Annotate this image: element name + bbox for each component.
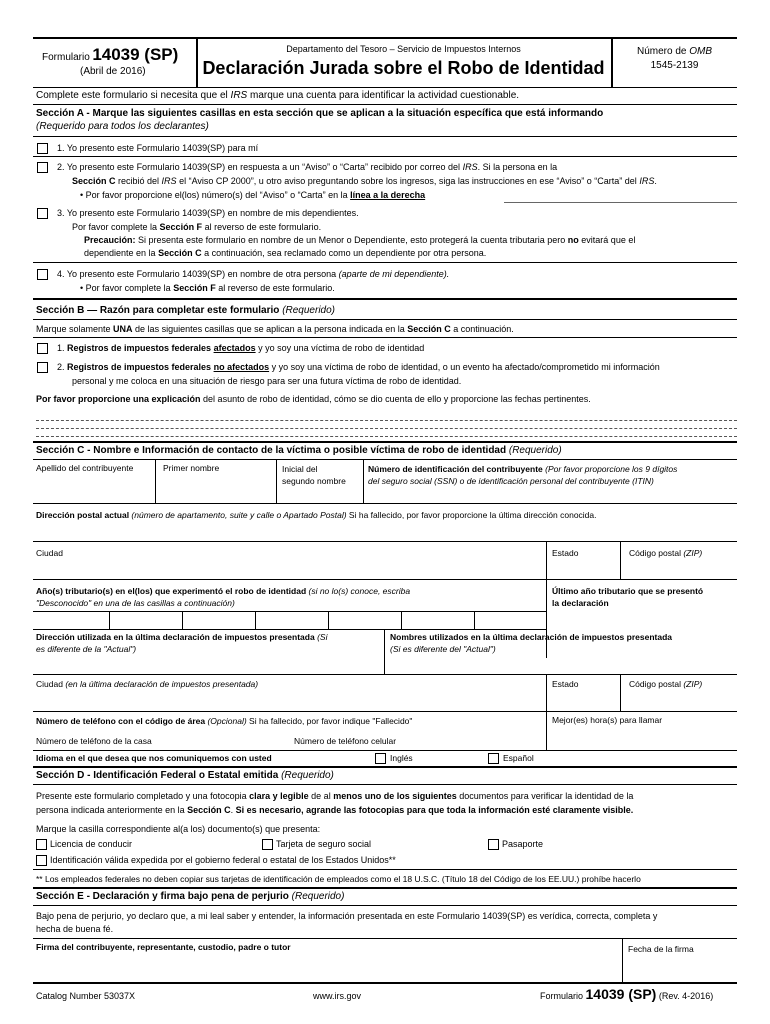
page-title: Declaración Jurada sobre el Robo de Identidad (202, 58, 605, 78)
tax-year-box[interactable] (475, 612, 546, 628)
tax-year-box[interactable] (329, 612, 400, 628)
last-city-label: Ciudad (en la última declaración de impuestos presentada) (36, 679, 259, 689)
last-city-field[interactable] (34, 693, 544, 709)
english-checkbox[interactable] (375, 753, 386, 764)
last-name-field[interactable] (34, 488, 154, 502)
last-name-label: Apellido del contribuyente (36, 463, 134, 473)
omb-number: 1545-2139 (650, 60, 699, 71)
last-zip-field[interactable] (622, 693, 736, 709)
section-d-mark-label: Marque la casilla correspondiente al(a los) documento(s) que presenta: (36, 824, 321, 834)
last-state-label: Estado (552, 679, 579, 689)
last-year-filed-field[interactable] (548, 612, 736, 628)
section-d-footnote: ** Los empleados federales no deben copiar sus tarjetas de identificación de empleados como el 18 U.S.C. (Título 18 del Código de los EE.UU.) prohíbe hacerlo (36, 874, 641, 884)
sign-date-field[interactable] (624, 956, 736, 981)
section-b-explanation-label: Por favor proporcione una explicación del asunto de robo de identidad, cómo se dio cuenta de ello y proporcione las fechas pertinentes. (36, 394, 591, 404)
section-a-item-4: 4. Yo presento este Formulario 14039(SP) en nombre de otra persona (aparte de mi dependiente). (57, 269, 450, 279)
explanation-line-3[interactable] (36, 436, 737, 437)
home-phone-field[interactable] (180, 734, 290, 748)
section-a-caution: Precaución: Si presenta este formulario en nombre de un Menor o Dependiente, esto protegerá la cuenta tributaria pero no evitará que el (84, 235, 636, 245)
names-used-field[interactable] (386, 657, 736, 673)
section-a-title: Sección A - Marque las siguientes casillas en esta sección que se aplican a la situación específica que está informando (36, 108, 604, 119)
form-number: 14039 (SP) (92, 45, 179, 64)
explanation-line-2[interactable] (36, 428, 737, 429)
section-e-declaration: Bajo pena de perjurio, yo declaro que, a mi leal saber y entender, la información presentada en este Formulario 14039(SP) es verídica, correcta, completa y hecha de buena fé. (36, 911, 658, 934)
phone-label: Número de teléfono con el código de área (Opcional) Si ha fallecido, por favor indique "Fallecido" (36, 716, 413, 726)
section-a-checkbox-2[interactable] (37, 162, 48, 173)
first-name-label: Primer nombre (163, 463, 220, 473)
section-a-item-1: 1. Yo presento este Formulario 14039(SP) para mí (57, 143, 259, 153)
ss-card-label: Tarjeta de seguro social (276, 839, 372, 849)
form-date: (Abril de 2016) (80, 66, 146, 77)
tax-year-box[interactable] (34, 612, 108, 628)
section-a-item-3: 3. Yo presento este Formulario 14039(SP) en nombre de mis dependientes. (57, 208, 359, 218)
section-a-item-2-line-2: Sección C recibió del IRS el “Aviso CP 2000”, u otro aviso preguntando sobre los ingresos, siga las instrucciones en ese “Aviso” o “Carta” del IRS. (72, 176, 657, 186)
city-label: Ciudad (36, 548, 63, 558)
address-label: Dirección postal actual (número de apartamento, suite y calle o Apartado Postal) Si ha fallecido, por favor proporcione la última dirección conocida. (36, 510, 597, 520)
section-d-title: Sección D - Identificación Federal o Estatal emitida (Requerido) (36, 770, 334, 781)
section-a-checkbox-1[interactable] (37, 143, 48, 154)
middle-initial-field[interactable] (277, 488, 362, 502)
valid-id-label: Identificación válida expedida por el gobierno federal o estatal de los Estados Unidos** (50, 855, 396, 865)
spanish-checkbox[interactable] (488, 753, 499, 764)
license-checkbox[interactable] (36, 839, 47, 850)
passport-label: Pasaporte (502, 839, 544, 849)
last-state-field[interactable] (548, 693, 618, 709)
section-b-title: Sección B — Razón para completar este formulario (Requerido) (36, 305, 335, 316)
tax-year-box[interactable] (402, 612, 473, 628)
cell-phone-field[interactable] (420, 734, 544, 748)
signature-label: Firma del contribuyente, representante, custodio, padre o tutor (36, 942, 291, 952)
english-label: Inglés (390, 753, 413, 763)
section-b-item-2: 2. Registros de impuestos federales no afectados y yo soy una víctima de robo de identidad, o un evento ha afectado/comprometido mi información (57, 362, 660, 372)
section-b-item-1: 1. Registros de impuestos federales afectados y yo soy una víctima de robo de identidad (57, 343, 425, 353)
section-b-checkbox-1[interactable] (37, 343, 48, 354)
section-a-checkbox-3[interactable] (37, 208, 48, 219)
notice-number-line[interactable] (504, 202, 737, 203)
section-a-item-3-line-2: Por favor complete la Sección F al reverso de este formulario. (72, 222, 322, 232)
section-a-item-4-line-2: • Por favor complete la Sección F al reverso de este formulario. (80, 283, 335, 293)
section-c-title: Sección C - Nombre e Información de contacto de la víctima o posible víctima de robo de identidad (Requerido) (36, 445, 562, 456)
names-used-label: Nombres utilizados en la última declaración de impuestos presentada (Si es diferente del "Actual") (390, 632, 672, 654)
section-a-checkbox-4[interactable] (37, 269, 48, 280)
intro-text: Complete este formulario si necesita que el IRS marque una cuenta para identificar la actividad cuestionable. (36, 90, 520, 101)
tax-year-box[interactable] (110, 612, 181, 628)
section-b-instructions: Marque solamente UNA de las siguientes casillas que se aplican a la persona indicada en la Sección C a continuación. (36, 324, 514, 334)
section-b-item-2-line-2: personal y me coloca en una situación de riesgo para ser una futura víctima de robo de identidad. (72, 376, 462, 386)
section-d-paragraph: Presente este formulario completado y una fotocopia clara y legible de al menos uno de los siguientes documentos para verificar la identidad de la persona indicada anteriormente en la Sección C. Si es necesario, agrande las fotocopias para que toda la información esté claramente visible. (36, 791, 634, 815)
tin-field[interactable] (364, 488, 736, 502)
ss-card-checkbox[interactable] (262, 839, 273, 850)
passport-checkbox[interactable] (488, 839, 499, 850)
website: www.irs.gov (313, 991, 362, 1001)
last-address-field[interactable] (34, 657, 382, 673)
section-b-checkbox-2[interactable] (37, 362, 48, 373)
section-a-caution-line-2: dependiente en la Sección C a continuación, sea reclamado como un dependiente por otra persona. (84, 248, 487, 258)
footer-form-id: Formulario 14039 (SP) (Rev. 4-2016) (540, 986, 714, 1002)
catalog-number: Catalog Number 53037X (36, 991, 136, 1001)
sign-date-label: Fecha de la firma (628, 944, 694, 954)
cell-phone-label: Número de teléfono celular (294, 736, 397, 746)
section-a-required: (Requerido para todos los declarantes) (36, 121, 209, 132)
zip-field[interactable] (622, 562, 736, 577)
explanation-line-1[interactable] (36, 420, 737, 421)
zip-label: Código postal (ZIP) (629, 548, 703, 558)
department: Departamento del Tesoro – Servicio de Impuestos Internos (286, 44, 521, 54)
signature-field[interactable] (34, 956, 620, 981)
home-phone-label: Número de teléfono de la casa (36, 736, 152, 746)
last-address-label: Dirección utilizada en la última declaración de impuestos presentada (Si es diferente de la "Actual") (36, 632, 328, 654)
form-id: Formulario 14039 (SP) (42, 45, 179, 64)
tin-label: Número de identificación del contribuyente (Por favor proporcione los 9 dígitos del seguro social (SSN) o de identificación personal del contribuyente (ITIN) (368, 464, 678, 486)
state-label: Estado (552, 548, 579, 558)
omb-label: Número de OMB (636, 46, 713, 57)
section-a-item-2-bullet: • Por favor proporcione el(los) número(s) del “Aviso” o “Carta” en la línea a la derecha (80, 190, 426, 200)
language-label: Idioma en el que desea que nos comuniquemos con usted (36, 753, 272, 763)
best-time-label: Mejor(es) hora(s) para llamar (552, 715, 663, 725)
last-year-filed-label: Último año tributario que se presentó la declaración (552, 586, 704, 608)
section-e-title: Sección E - Declaración y firma bajo pena de perjurio (Requerido) (36, 891, 345, 902)
state-field[interactable] (548, 562, 618, 577)
section-a-item-2: 2. Yo presento este Formulario 14039(SP) en respuesta a un “Aviso” o “Carta” recibido por correo del IRS. Si la persona en la (57, 162, 558, 172)
valid-id-checkbox[interactable] (36, 855, 47, 866)
tax-year-box[interactable] (183, 612, 254, 628)
spanish-label: Español (503, 753, 534, 763)
license-label: Licencia de conducir (50, 839, 133, 849)
address-field[interactable] (34, 524, 736, 540)
best-time-field[interactable] (548, 730, 736, 748)
tax-year-box[interactable] (256, 612, 327, 628)
last-zip-label: Código postal (ZIP) (629, 679, 703, 689)
city-field[interactable] (34, 562, 544, 577)
first-name-field[interactable] (156, 488, 275, 502)
tax-years-label: Año(s) tributario(s) en el(los) que experimentó el robo de identidad (si no lo(s) conoce, escriba "Desconocido" en una de las casillas a continuación) (36, 586, 411, 608)
middle-initial-label: Inicial del segundo nombre (282, 464, 346, 486)
